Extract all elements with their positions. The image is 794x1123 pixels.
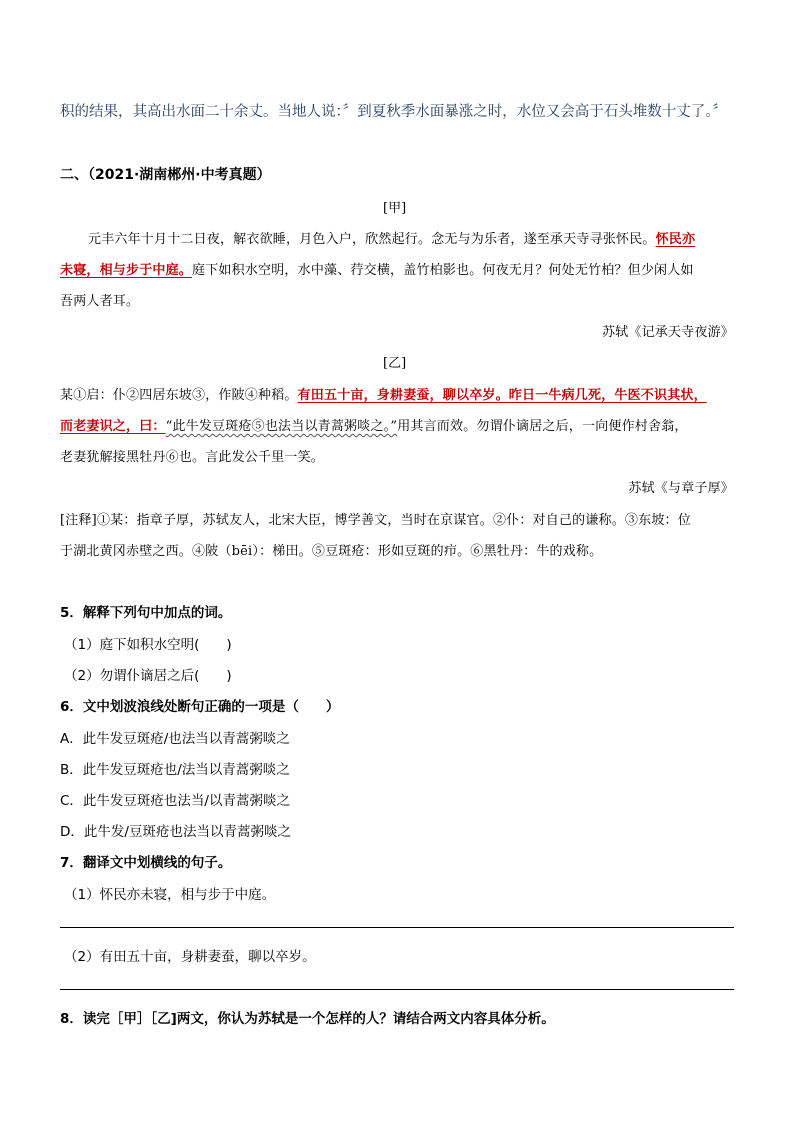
passage-yi-source: 苏轼《与章子厚》 [628,481,734,496]
passage-jia-line-2: 未寝，相与步于中庭。庭下如积水空明，水中藻、荇交横，盖竹柏影也。何夜无月？何处无竹柏？但少闲人如 [60,263,694,278]
passage-yi-line-1: 某①启：仆②四居东坡③，作陂④种稻。有田五十亩，身耕妻蚕，聊以卒岁。昨日一牛病几死，牛医不识其状， [60,388,707,403]
answer-line-2[interactable] [60,989,734,990]
question-6-option-b: B．此牛发豆斑疮也/法当以青蒿粥啖之 [60,762,290,778]
passage-jia-source: 苏轼《记承天寺夜游》 [601,325,734,340]
underlined-sentence-2: 有田五十亩，身耕妻蚕，聊以卒岁。昨日一牛病几死，牛医不识其状， [297,388,707,403]
passage-yi-line-2: 而老妻识之，曰：“此牛发豆斑疮⑤也法当以青蒿粥啖之。”用其言而效。勿谓仆谪居之后，一向便作村舍翁， [60,419,688,434]
underlined-sentence-2b: 而老妻识之，曰： [60,419,166,434]
question-7-item-2: （2）有田五十亩，身耕妻蚕，聊以卒岁。 [64,949,316,965]
notes-line-1: [注释]①某：指章子厚，苏轼友人，北宋大臣，博学善文，当时在京谋官。②仆：对自己的谦称。③东坡：位 [60,513,691,528]
question-6-option-d: D．此牛发/豆斑疮也法当以青蒿粥啖之 [60,824,291,840]
underlined-sentence-1a: 怀民亦 [655,232,696,247]
question-8-title: 8．读完［甲］［乙]两文，你认为苏轼是一个怎样的人？请结合两文内容具体分析。 [60,1011,555,1027]
wavy-underlined-sentence: “此牛发豆斑疮⑤也法当以青蒿粥啖之。” [165,419,398,434]
question-6-option-c: C．此牛发豆斑疮也法当/以青蒿粥啖之 [60,793,290,809]
question-6-option-a: A．此牛发豆斑疮/也法当以青蒿粥啖之 [60,731,290,747]
notes-line-2: 于湖北黄冈赤壁之西。④陂（bēi）：梯田。⑤豆斑疮：形如豆斑的疖。⑥黑牡丹：牛的戏称。 [60,544,603,559]
intro-paragraph: 积的结果，其高出水面二十余丈。当地人说：〞到夏秋季水面暴涨之时，水位又会高于石头堆数十丈了。〞 [60,104,727,120]
question-7-item-1: （1）怀民亦未寝，相与步于中庭。 [64,887,276,903]
passage-yi-label: [乙] [383,356,407,371]
passage-yi-line-3: 老妻犹解接黑牡丹⑥也。言此发公千里一笑。 [60,450,325,465]
question-7-title: 7．翻译文中划横线的句子。 [60,855,232,871]
passage-jia-line-3: 吾两人者耳。 [60,294,140,309]
passage-jia-line-1: 元丰六年十月十二日夜，解衣欲睡，月色入户，欣然起行。念无与为乐者，遂至承天寺寻张怀民。怀民亦 [88,232,696,247]
question-6-title: 6．文中划波浪线处断句正确的一项是（ ） [60,699,340,715]
question-5-item-2: （2）勿谓仆谪居之后( ) [64,668,232,684]
underlined-sentence-1b: 未寝，相与步于中庭。 [60,263,193,278]
passage-jia-label: [甲] [383,201,407,216]
question-5-item-1: （1）庭下如积水空明( ) [64,637,232,653]
question-5-title: 5．解释下列句中加点的词。 [60,605,232,621]
answer-line-1[interactable] [60,927,734,928]
section-title: 二、（2021·湖南郴州·中考真题） [60,167,271,183]
